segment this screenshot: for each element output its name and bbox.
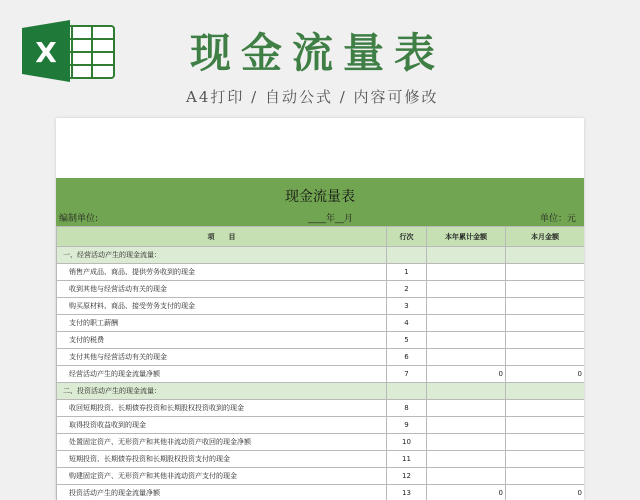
svg-text:X: X: [35, 36, 57, 69]
row-label[interactable]: 投资活动产生的现金流量净额: [57, 485, 387, 500]
row-label[interactable]: 支付的职工薪酬: [57, 315, 387, 332]
row-label[interactable]: 销售产成品、商品、提供劳务收到的现金: [57, 264, 387, 281]
table-row: [57, 349, 585, 366]
row-number[interactable]: 11: [387, 451, 427, 468]
row-label[interactable]: 支付的税费: [57, 332, 387, 349]
row-number[interactable]: 12: [387, 468, 427, 485]
month-amount-cell[interactable]: [506, 383, 585, 400]
unit-label-left: 编制单位:: [59, 214, 99, 224]
table-row: [57, 332, 585, 349]
column-header-row-no: 行次: [387, 227, 427, 247]
excel-logo-icon: [22, 20, 120, 82]
table-row: [57, 281, 585, 298]
sheet-title: 现金流量表: [285, 189, 355, 205]
row-label[interactable]: 收到其他与经营活动有关的现金: [57, 281, 387, 298]
sheet-header: [56, 178, 584, 226]
month-amount-cell[interactable]: [506, 451, 585, 468]
column-header-month-amount: 本月金额: [506, 227, 585, 247]
year-total-cell[interactable]: [427, 451, 506, 468]
table-row: [57, 315, 585, 332]
page-subtitle: A4打印 / 自动公式 / 内容可修改: [186, 88, 439, 106]
row-label[interactable]: 购买原材料、商品、接受劳务支付的现金: [57, 298, 387, 315]
row-label[interactable]: 短期投资、长期债券投资和长期股权投资支付的现金: [57, 451, 387, 468]
table-row: [57, 468, 585, 485]
year-total-cell[interactable]: [427, 264, 506, 281]
month-amount-cell[interactable]: [506, 247, 585, 264]
row-number[interactable]: 7: [387, 366, 427, 383]
row-number[interactable]: [387, 383, 427, 400]
table-row: [57, 417, 585, 434]
year-total-cell[interactable]: [427, 400, 506, 417]
column-header-item: 项 目: [57, 227, 387, 247]
month-amount-cell[interactable]: [506, 315, 585, 332]
row-number[interactable]: 13: [387, 485, 427, 500]
month-amount-cell[interactable]: [506, 400, 585, 417]
year-total-cell[interactable]: [427, 298, 506, 315]
table-row: [57, 298, 585, 315]
year-total-cell[interactable]: [427, 383, 506, 400]
row-number[interactable]: 6: [387, 349, 427, 366]
date-line: ____年__月: [308, 214, 354, 224]
table-row: [57, 366, 585, 383]
year-total-cell[interactable]: [427, 417, 506, 434]
row-label[interactable]: 处置固定资产、无形资产和其他非流动资产收回的现金净额: [57, 434, 387, 451]
month-amount-cell[interactable]: [506, 332, 585, 349]
table-row: [57, 400, 585, 417]
month-amount-cell[interactable]: 0: [506, 366, 585, 383]
year-total-cell[interactable]: [427, 247, 506, 264]
table-row: [57, 485, 585, 500]
row-number[interactable]: 4: [387, 315, 427, 332]
month-amount-cell[interactable]: 0: [506, 485, 585, 500]
year-total-cell[interactable]: 0: [427, 366, 506, 383]
row-number[interactable]: 2: [387, 281, 427, 298]
month-amount-cell[interactable]: [506, 298, 585, 315]
unit-label-right: 单位：元: [539, 214, 576, 224]
row-number[interactable]: [387, 247, 427, 264]
year-total-cell[interactable]: [427, 315, 506, 332]
year-total-cell[interactable]: [427, 468, 506, 485]
row-number[interactable]: 8: [387, 400, 427, 417]
row-label[interactable]: 经营活动产生的现金流量净额: [57, 366, 387, 383]
table-row: [57, 434, 585, 451]
year-total-cell[interactable]: [427, 434, 506, 451]
month-amount-cell[interactable]: [506, 468, 585, 485]
row-label[interactable]: 支付其他与经营活动有关的现金: [57, 349, 387, 366]
column-header-year-total: 本年累计金额: [427, 227, 506, 247]
table-row: [57, 264, 585, 281]
table-row: [57, 451, 585, 468]
year-total-cell[interactable]: [427, 349, 506, 366]
row-number[interactable]: 10: [387, 434, 427, 451]
row-number[interactable]: 9: [387, 417, 427, 434]
section-row: [57, 383, 585, 400]
row-label[interactable]: 收回短期投资、长期债券投资和长期股权投资收到的现金: [57, 400, 387, 417]
month-amount-cell[interactable]: [506, 349, 585, 366]
row-label[interactable]: 一、经营活动产生的现金流量：: [57, 247, 387, 264]
year-total-cell[interactable]: [427, 281, 506, 298]
table-header-row: [57, 227, 585, 247]
row-number[interactable]: 1: [387, 264, 427, 281]
row-label[interactable]: 取得投资收益收到的现金: [57, 417, 387, 434]
page-title: 现金流量表: [190, 29, 445, 77]
row-number[interactable]: 3: [387, 298, 427, 315]
cashflow-table: [56, 226, 584, 500]
month-amount-cell[interactable]: [506, 281, 585, 298]
row-label[interactable]: 二、投资活动产生的现金流量：: [57, 383, 387, 400]
section-row: [57, 247, 585, 264]
year-total-cell[interactable]: 0: [427, 485, 506, 500]
year-total-cell[interactable]: [427, 332, 506, 349]
month-amount-cell[interactable]: [506, 264, 585, 281]
month-amount-cell[interactable]: [506, 417, 585, 434]
month-amount-cell[interactable]: [506, 434, 585, 451]
row-label[interactable]: 购建固定资产、无形资产和其他非流动资产支付的现金: [57, 468, 387, 485]
spreadsheet: [56, 118, 584, 500]
row-number[interactable]: 5: [387, 332, 427, 349]
banner: [0, 0, 640, 118]
